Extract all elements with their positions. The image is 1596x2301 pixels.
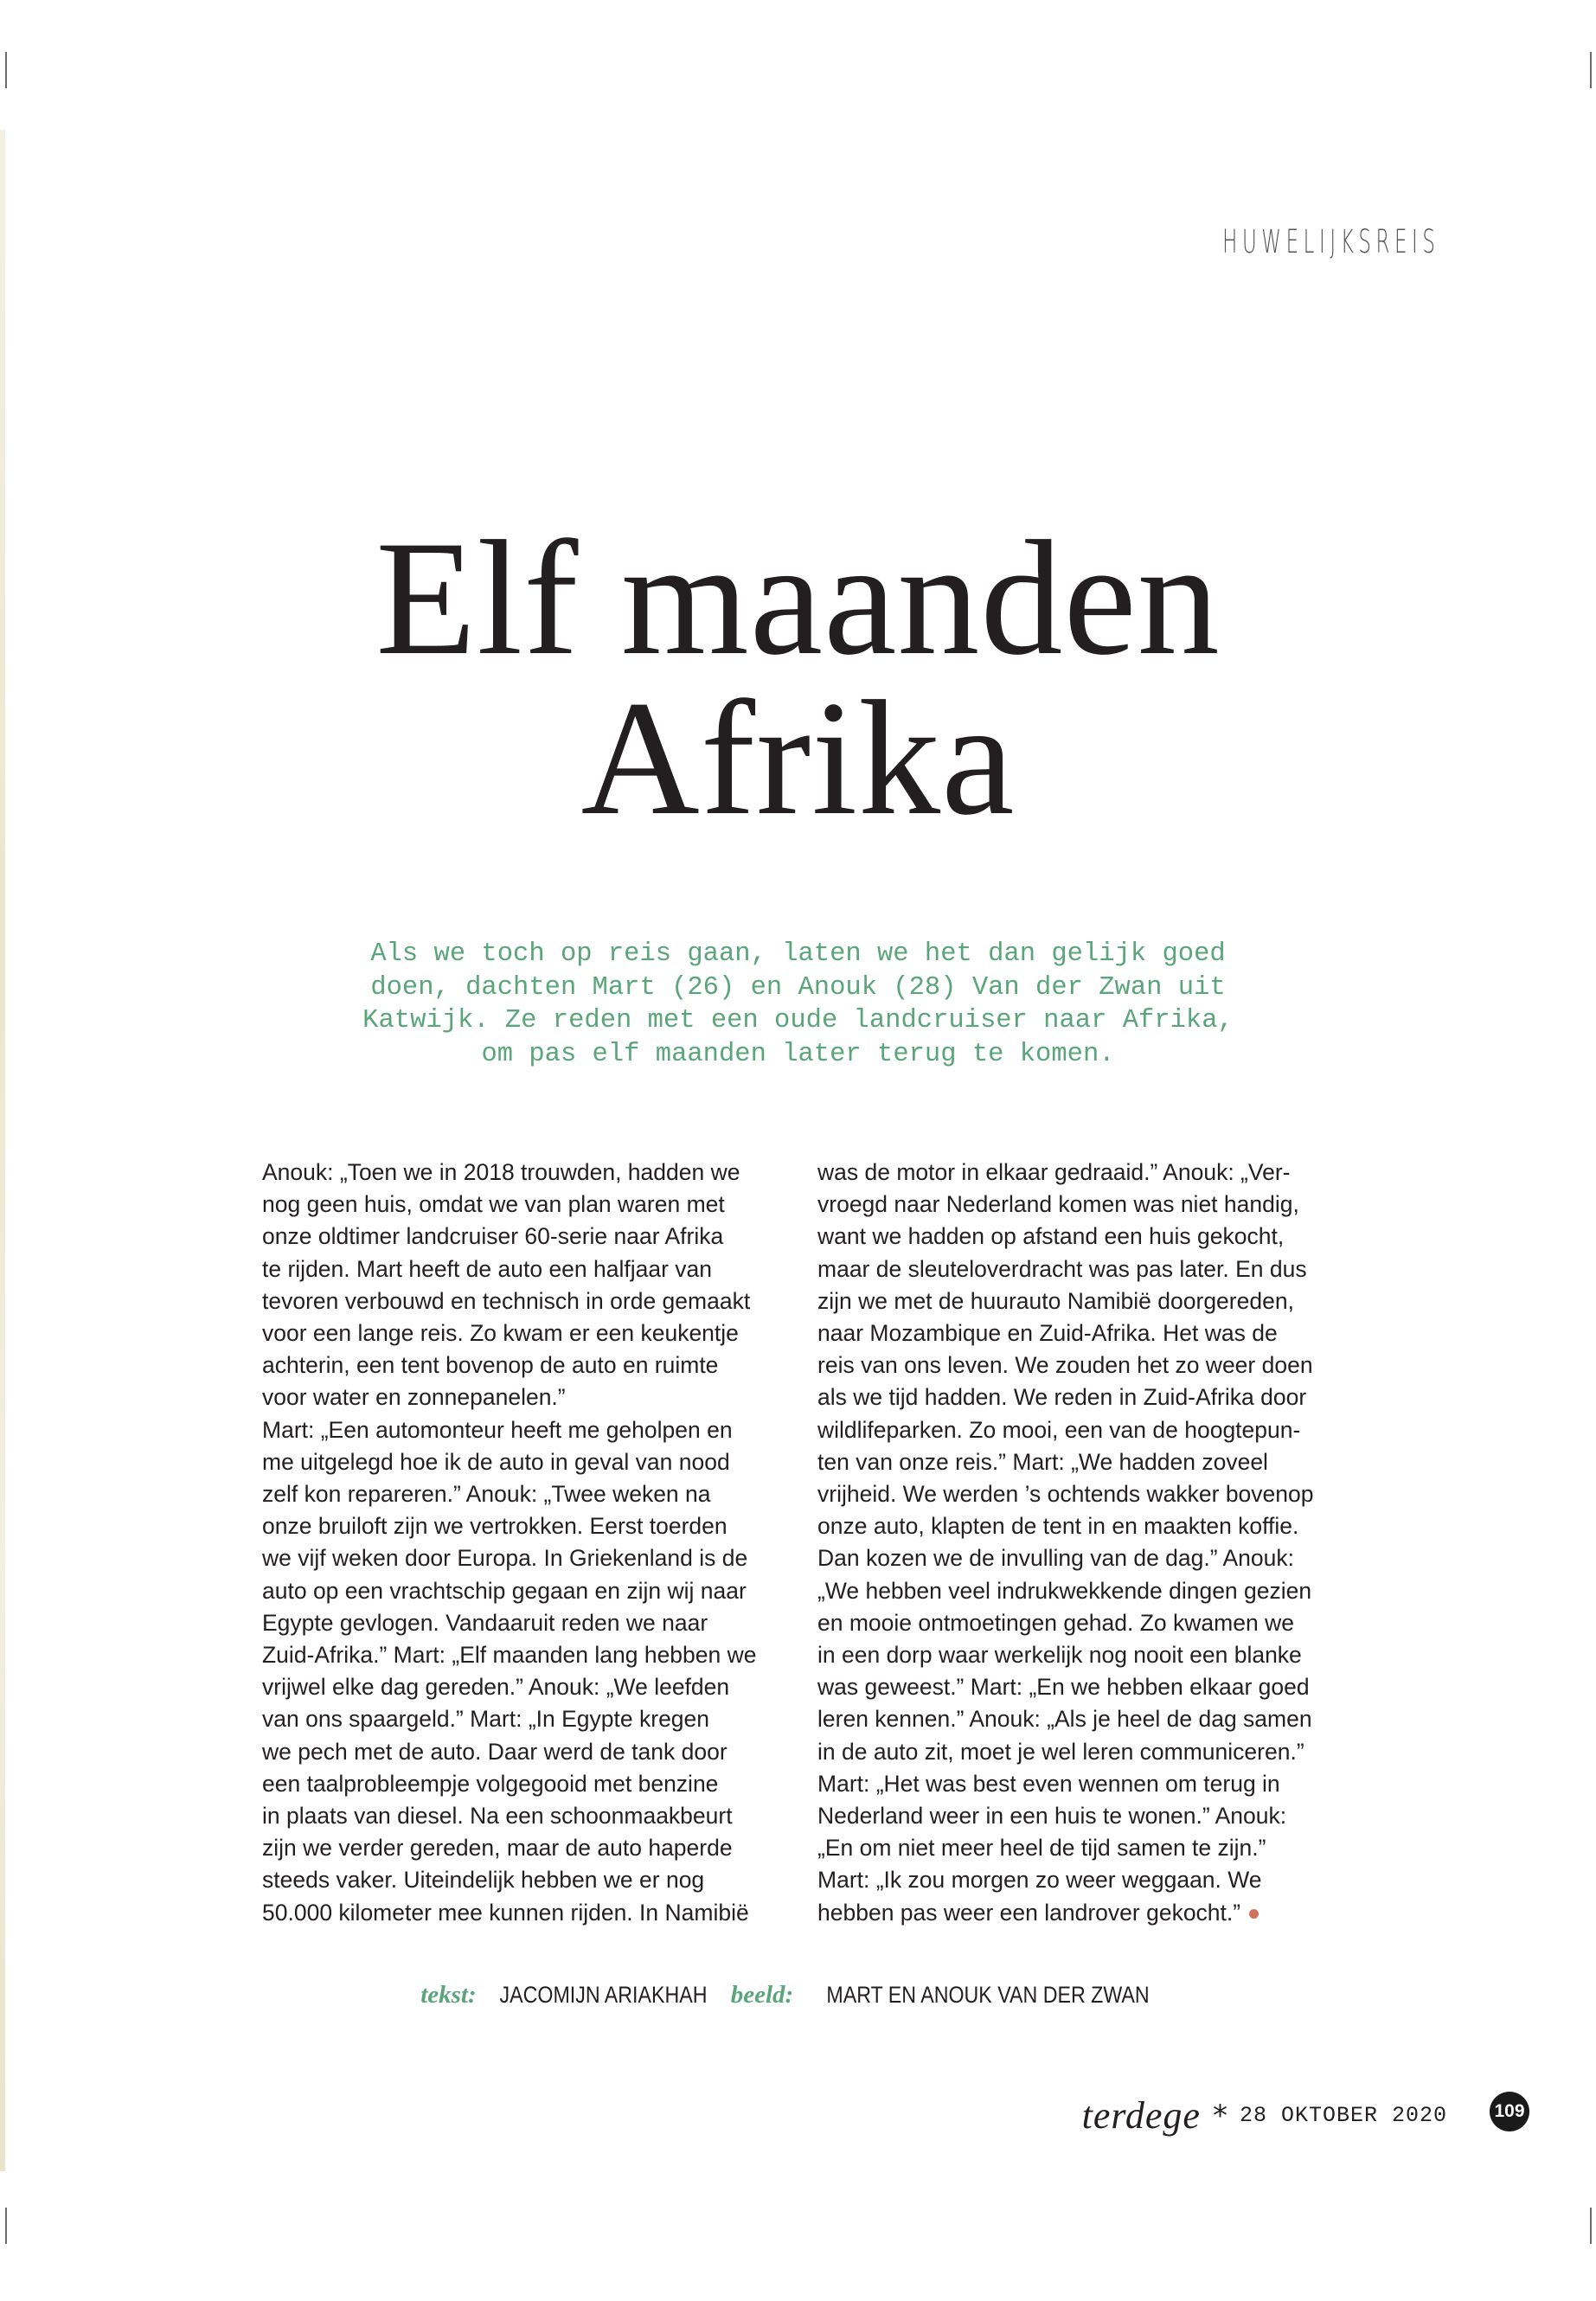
body-line: Mart: „Een automonteur heeft me geholpen en (262, 1416, 733, 1443)
body-line: want we hadden op afstand een huis gekocht, (817, 1223, 1285, 1250)
body-line: vrijheid. We werden ’s ochtends wakker bovenop (817, 1481, 1314, 1508)
intro-line: Katwijk. Ze reden met een oude landcruiser naar Afrika, (362, 1006, 1234, 1035)
body-line: en mooie ontmoetingen gehad. Zo kwamen we (817, 1609, 1294, 1636)
body-line: vrijwel elke dag gereden.” Anouk: „We leefden (262, 1674, 730, 1701)
body-line: voor water en zonnepanelen.” (262, 1384, 566, 1411)
body-line: wildlifeparken. Zo mooi, een van de hoogtepun- (817, 1416, 1301, 1443)
body-line: onze oldtimer landcruiser 60-serie naar Afrika (262, 1223, 724, 1250)
intro-line: doen, dachten Mart (26) en Anouk (28) Van der Zwan uit (370, 972, 1226, 1003)
page-number: 109 (1490, 2092, 1529, 2131)
body-line: in de auto zit, moet je wel leren communiceren.” (817, 1738, 1304, 1765)
body-line: steeds vaker. Uiteindelijk hebben we er nog (262, 1867, 705, 1894)
body-line: vroegd naar Nederland komen was niet handig, (817, 1191, 1299, 1218)
crop-mark (5, 52, 7, 88)
crop-mark (1590, 52, 1592, 88)
credit-image-label: beeld: (730, 1981, 794, 2009)
body-line: nog geen huis, omdat we van plan waren met (262, 1191, 725, 1218)
body-line: Dan kozen we de invulling van de dag.” Anouk: (817, 1545, 1294, 1572)
body-line: van ons spaargeld.” Mart: „In Egypte kregen (262, 1706, 710, 1733)
crop-mark (5, 2208, 7, 2244)
article-title (0, 508, 1596, 849)
body-line: 50.000 kilometer mee kunnen rijden. In Namibië (262, 1899, 749, 1926)
title-line: Elf maanden (375, 508, 1221, 689)
body-line: achterin, een tent bovenop de auto en ruimte (262, 1352, 719, 1379)
body-line: ten van onze reis.” Mart: „We hadden zoveel (817, 1448, 1268, 1475)
body-line-last (817, 1897, 1371, 1929)
body-line: auto op een vrachtschip gegaan en zijn wij naar (262, 1577, 747, 1604)
body-line: te rijden. Mart heeft de auto een halfjaar van (262, 1255, 713, 1282)
page-footer (1082, 2093, 1447, 2138)
end-mark-icon (1249, 1909, 1259, 1919)
body-line: in plaats van diesel. Na een schoonmaakbeurt (262, 1803, 733, 1830)
body-line: „En om niet meer heel de tijd samen te zijn.” (817, 1835, 1266, 1862)
body-line: als we tijd hadden. We reden in Zuid-Afrika door (817, 1384, 1307, 1411)
body-line: Mart: „Ik zou morgen zo weer weggaan. We (817, 1867, 1262, 1894)
body-line: een taalprobleempje volgegooid met benzine (262, 1770, 719, 1797)
body-line: Mart: „Het was best even wennen om terug in (817, 1770, 1280, 1797)
crop-mark (1590, 2208, 1592, 2244)
intro-line: Als we toch op reis gaan, laten we het dan gelijk goed (370, 939, 1226, 969)
article-credits (0, 1981, 1596, 2009)
intro-line: om pas elf maanden later terug te komen. (481, 1039, 1115, 1069)
body-line: onze auto, klapten de tent in en maakten koffie. (817, 1513, 1299, 1540)
body-line: Anouk: „Toen we in 2018 trouwden, hadden we (262, 1159, 740, 1185)
body-line: reis van ons leven. We zouden het zo weer doen (817, 1352, 1313, 1379)
body-line: naar Mozambique en Zuid-Afrika. Het was de (817, 1320, 1278, 1347)
body-line: was geweest.” Mart: „En we hebben elkaar goed (817, 1674, 1310, 1701)
body-line: maar de sleuteloverdracht was pas later. En dus (817, 1255, 1307, 1282)
body-line: zijn we verder gereden, maar de auto haperde (262, 1835, 733, 1862)
body-line: onze bruiloft zijn we vertrokken. Eerst toerden (262, 1513, 727, 1540)
article-intro (311, 938, 1285, 1071)
page-gutter (0, 130, 5, 2171)
body-line: Nederland weer in een huis te wonen.” Anouk: (817, 1803, 1287, 1830)
body-line: Egypte gevlogen. Vandaaruit reden we naar (262, 1609, 708, 1636)
magazine-logo: terdege (1081, 2094, 1201, 2137)
star-separator-icon: * (1212, 2098, 1227, 2133)
section-label: HUWELIJKSREIS (1222, 223, 1440, 260)
body-column-left (262, 1157, 816, 1929)
credit-text-label: tekst: (420, 1981, 477, 2009)
body-column-right (817, 1157, 1371, 1929)
body-line: leren kennen.” Anouk: „Als je heel de dag samen (817, 1706, 1312, 1733)
body-line: we vijf weken door Europa. In Griekenland is de (262, 1545, 748, 1572)
credit-text-author: JACOMIJN ARIAKHAH (499, 1982, 708, 2008)
body-line: we pech met de auto. Daar werd de tank door (262, 1738, 727, 1765)
body-line: tevoren verbouwd en technisch in orde gemaakt (262, 1287, 751, 1314)
issue-date: 28 OKTOBER 2020 (1239, 2103, 1447, 2128)
body-line: me uitgelegd hoe ik de auto in geval van nood (262, 1448, 730, 1475)
body-line-text: hebben pas weer een landrover gekocht.” (817, 1899, 1241, 1926)
credit-image-author: MART EN ANOUK VAN DER ZWAN (826, 1982, 1150, 2008)
body-line: „We hebben veel indrukwekkende dingen gezien (817, 1577, 1312, 1604)
body-line: zelf kon repareren.” Anouk: „Twee weken na (262, 1481, 711, 1508)
body-line: Zuid-Afrika.” Mart: „Elf maanden lang hebben we (262, 1642, 757, 1669)
title-line: Afrika (580, 668, 1016, 849)
body-line: was de motor in elkaar gedraaid.” Anouk: „Ver- (817, 1159, 1291, 1185)
body-line: zijn we met de huurauto Namibië doorgereden, (817, 1287, 1294, 1314)
body-line: in een dorp waar werkelijk nog nooit een blanke (817, 1642, 1302, 1669)
body-line: voor een lange reis. Zo kwam er een keukentje (262, 1320, 739, 1347)
